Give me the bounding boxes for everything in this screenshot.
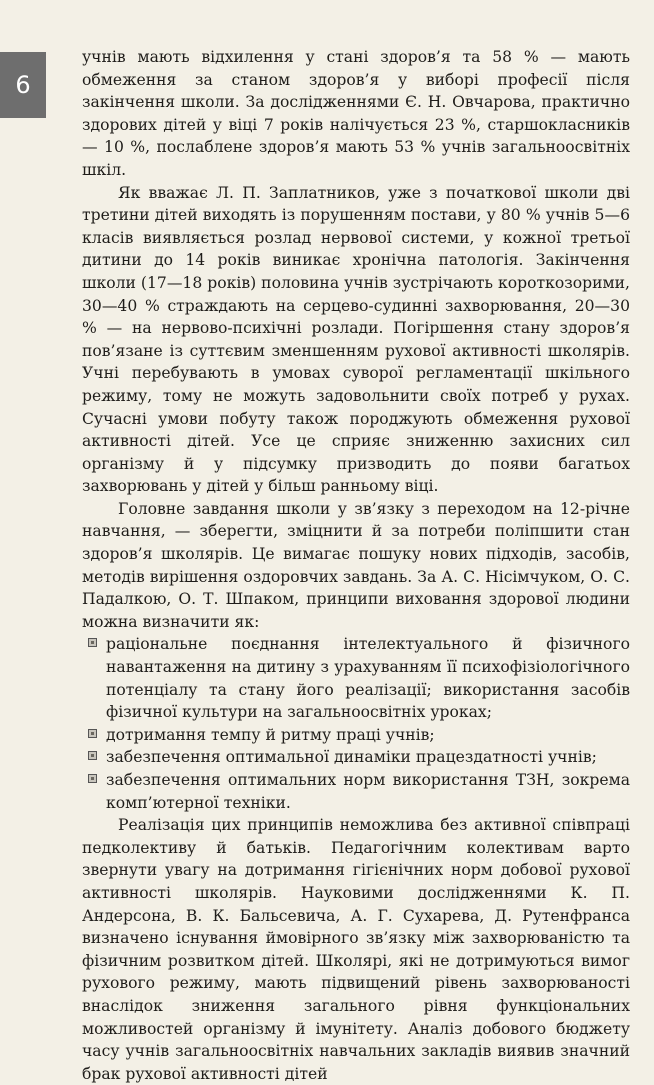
page-number: 6 [15,71,31,99]
list-item-text: дотримання темпу й ритму праці учнів; [106,725,435,744]
list-item-text: забезпечення оптимальної динаміки працездатності учнів; [106,748,597,767]
list-item-text: раціональне поєднання інтелектуального й фізичного навантаження на дитину з урахуванням її психофізіологічного потенціалу та стану його реалізації; використання засобів фізичної культури на загальноосвітніх уроках; [106,635,630,722]
principles-list [82,633,630,814]
list-item [82,746,630,769]
square-bullet-icon [88,751,97,760]
paragraph-1: учнів мають відхилення у стані здоров’я та 58 % — мають обмеження за станом здоров’я у виборі професії після закінчення школи. За дослідженнями Є. Н. Овчарова, практично здорових дітей у віці 7 років налічується 23 %, старшокласників — 10 %, послаблене здоров’я мають 53 % учнів загальноосвітніх шкіл. [82,48,630,179]
page-number-tab [0,52,46,118]
square-bullet-icon [88,729,97,738]
square-bullet-icon [88,774,97,783]
list-item-text: забезпечення оптимальних норм використання ТЗН, зокрема комп’ютерної техніки. [106,771,630,812]
body-text [82,46,630,1085]
list-item [82,724,630,747]
square-bullet-icon [88,638,97,647]
paragraph-4: Реалізація цих принципів неможлива без активної співпраці педколективу й батьків. Педагогічним колективам варто звернути увагу на дотримання гігієнічних норм добової рухової активності школярів. Науковими дослідженнями К. П. Андерсона, В. К. Бальсевича, А. Г. Сухарева, Д. Рутенфранса визначено існування ймовірного зв’язку між захворюваністю та фізичним розвитком дітей. Школярі, які не дотримуються вимог рухового режиму, мають підвищений рівень захворюваності внаслідок зниження загального рівня функціональних можливостей організму й імунітету. Аналіз добового бюджету часу учнів загальноосвітніх навчальних закладів виявив значний брак рухової активності дітей [82,816,630,1083]
list-item [82,769,630,814]
paragraph-3: Головне завдання школи у зв’язку з переходом на 12-річне навчання, — зберегти, зміцнити й за потреби поліпшити стан здоров’я школярів. Це вимагає пошуку нових підходів, засобів, методів вирішення оздоровчих завдань. За А. С. Нісімчуком, О. С. Падалкою, О. Т. Шпаком, принципи виховання здорової людини можна визначити як: [82,499,630,631]
paragraph-2: Як вважає Л. П. Заплатников, уже з початкової школи дві третини дітей виходять із порушенням постави, у 80 % учнів 5—6 класів виявляється розлад нервової системи, у кожної третьої дитини до 14 років виникає хронічна патологія. Закінчення школи (17—18 років) половина учнів зустрічають короткозорими, 30—40 % страждають на серцево-судинні захворювання, 20—30 % — на нервово-психічні розлади. Погіршення стану здоров’я пов’язане із суттєвим зменшенням рухової активності школярів. Учні перебувають в умовах суворої регламентації шкільного режиму, тому не можуть задовольнити своїх потреб у рухах. Сучасні умови побуту також породжують обмеження рухової активності дітей. Усе це сприяє зниженню захисних сил організму й у підсумку призводить до появи багатьох захворювань у дітей у більш ранньому віці. [82,183,630,496]
list-item [82,633,630,723]
